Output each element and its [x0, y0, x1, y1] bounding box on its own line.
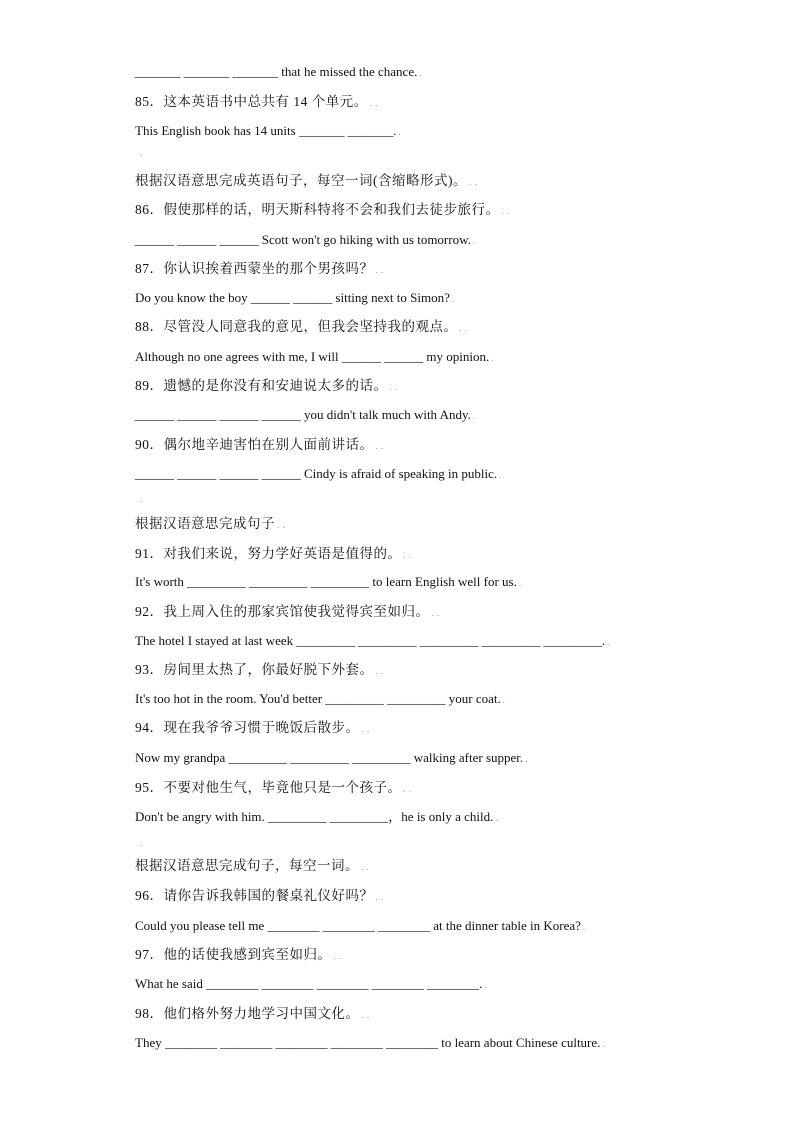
- paragraph-mark: .: [607, 637, 610, 647]
- paragraph-mark: . .: [459, 323, 468, 333]
- answer-sentence: [135, 231, 760, 250]
- line-text: 92．我上周入住的那家宾馆使我觉得宾至如归。: [135, 604, 430, 619]
- question-prompt: [135, 318, 760, 337]
- paragraph-mark: . .: [375, 265, 384, 275]
- paragraph-mark: . .: [361, 1010, 370, 1020]
- answer-sentence: [135, 632, 760, 651]
- line-text: The hotel I stayed at last week _________ _________ _________ _________ _________.: [135, 633, 606, 648]
- line-text: _______ _______ _______ that he missed the chance.: [135, 64, 418, 79]
- line-text: ______ ______ ______ ______ you didn't talk much with Andy.: [135, 407, 471, 422]
- paragraph-mark: . .: [333, 951, 342, 961]
- question-prompt: [135, 93, 760, 112]
- line-text: 根据汉语意思完成英语句子，每空一词(含缩略形式)。: [135, 173, 467, 188]
- paragraph-mark: .: [582, 922, 586, 932]
- paragraph-mark: . .: [389, 382, 398, 392]
- paragraph-mark: .: [451, 294, 455, 304]
- paragraph-mark: .: [602, 1039, 605, 1049]
- line-text: Now my grandpa _________ _________ _________ walking after supper.: [135, 750, 524, 765]
- answer-sentence: [135, 289, 760, 308]
- paragraph-mark: . .: [375, 892, 384, 902]
- answer-sentence: [135, 1034, 760, 1053]
- paragraph-mark: .: [525, 754, 528, 764]
- line-text: Although no one agrees with me, I will ______ ______ my opinion.: [135, 349, 490, 364]
- paragraph-mark: . .: [361, 862, 370, 872]
- line-text: They ________ ________ ________ ________ ________ to learn about Chinese culture.: [135, 1035, 601, 1050]
- line-text: 88．尽管没人同意我的意见，但我会坚持我的观点。: [135, 319, 458, 334]
- line-text: 86．假使那样的话，明天斯科特将不会和我们去徒步旅行。: [135, 202, 500, 217]
- paragraph-mark: . .: [277, 520, 286, 530]
- paragraph-mark: .: [518, 578, 522, 588]
- line-text: 97．他的话使我感到宾至如归。: [135, 947, 332, 962]
- paragraph-mark: . .: [403, 784, 412, 794]
- line-text: 根据汉语意思完成句子，每空一词。: [135, 858, 359, 873]
- line-text: 94．现在我爷爷习惯于晚饭后散步。: [135, 720, 360, 735]
- paragraph-mark: . .: [403, 550, 412, 560]
- line-text: 89．遗憾的是你没有和安迪说太多的话。: [135, 378, 388, 393]
- line-text: Don't be angry with him. _________ _________，he is only a child.: [135, 809, 494, 824]
- line-text: 根据汉语意思完成句子: [135, 516, 275, 531]
- line-text: 91．对我们来说，努力学好英语是值得的。: [135, 546, 402, 561]
- empty-paragraph-mark: .: [140, 838, 143, 848]
- question-prompt: [135, 779, 760, 798]
- paragraph-mark: . .: [369, 98, 378, 108]
- answer-sentence: [135, 917, 760, 936]
- paragraph-mark: .: [499, 470, 502, 480]
- line-text: 96．请你告诉我韩国的餐桌礼仪好吗？: [135, 888, 374, 903]
- answer-sentence: [135, 808, 760, 827]
- question-prompt: [135, 377, 760, 396]
- line-text: Do you know the boy ______ ______ sitting next to Simon?: [135, 290, 450, 305]
- paragraph-mark: . .: [375, 666, 384, 676]
- paragraph-mark: .: [502, 695, 506, 705]
- line-text: It's too hot in the room. You'd better _________ _________ your coat.: [135, 691, 501, 706]
- question-prompt: [135, 260, 760, 279]
- paragraph-mark: .: [484, 980, 487, 990]
- question-prompt: [135, 436, 760, 455]
- question-prompt: [135, 887, 760, 906]
- answer-sentence: [135, 573, 760, 592]
- paragraph-mark: .: [472, 411, 476, 421]
- line-text: ______ ______ ______ Scott won't go hiking with us tomorrow.: [135, 232, 471, 247]
- answer-sentence: [135, 122, 760, 141]
- paragraph-mark: . .: [469, 177, 478, 187]
- question-prompt: [135, 545, 760, 564]
- line-text: This English book has 14 units _______ _______.: [135, 123, 397, 138]
- paragraph-mark: .: [472, 236, 476, 246]
- section-instruction: [135, 515, 760, 534]
- question-prompt: [135, 201, 760, 220]
- line-text: ______ ______ ______ ______ Cindy is afraid of speaking in public.: [135, 466, 498, 481]
- empty-paragraph-mark: .: [140, 494, 143, 504]
- question-prompt: [135, 1005, 760, 1024]
- paragraph-mark: . .: [501, 206, 510, 216]
- section-instruction: [135, 857, 760, 876]
- paragraph-mark: .: [491, 353, 494, 363]
- line-text: 93．房间里太热了，你最好脱下外套。: [135, 662, 374, 677]
- paragraph-mark: .: [398, 127, 401, 137]
- line-text: 87．你认识挨着西蒙坐的那个男孩吗？: [135, 261, 374, 276]
- answer-sentence: [135, 465, 760, 484]
- line-text: 98．他们格外努力地学习中国文化。: [135, 1006, 360, 1021]
- answer-sentence: [135, 63, 760, 82]
- question-prompt: [135, 946, 760, 965]
- paragraph-mark: . .: [375, 441, 384, 451]
- question-prompt: [135, 661, 760, 680]
- answer-sentence: [135, 975, 760, 994]
- line-text: Could you please tell me ________ ________ ________ at the dinner table in Korea?: [135, 918, 581, 933]
- paragraph-mark: .: [419, 68, 422, 78]
- paragraph-mark: . .: [361, 724, 370, 734]
- answer-sentence: [135, 348, 760, 367]
- paragraph-mark: .: [495, 813, 498, 823]
- line-text: 90．偶尔地辛迪害怕在别人面前讲话。: [135, 437, 374, 452]
- question-prompt: [135, 603, 760, 622]
- line-text: What he said ________ ________ ________ ________ ________.: [135, 976, 483, 991]
- answer-sentence: [135, 749, 760, 768]
- answer-sentence: [135, 406, 760, 425]
- empty-paragraph-mark: .: [140, 148, 143, 158]
- paragraph-mark: . .: [431, 608, 440, 618]
- answer-sentence: [135, 690, 760, 709]
- section-instruction: [135, 172, 760, 191]
- question-prompt: [135, 719, 760, 738]
- line-text: It's worth _________ _________ _________ to learn English well for us.: [135, 574, 517, 589]
- line-text: 95．不要对他生气，毕竟他只是一个孩子。: [135, 780, 402, 795]
- line-text: 85．这本英语书中总共有 14 个单元。: [135, 94, 368, 109]
